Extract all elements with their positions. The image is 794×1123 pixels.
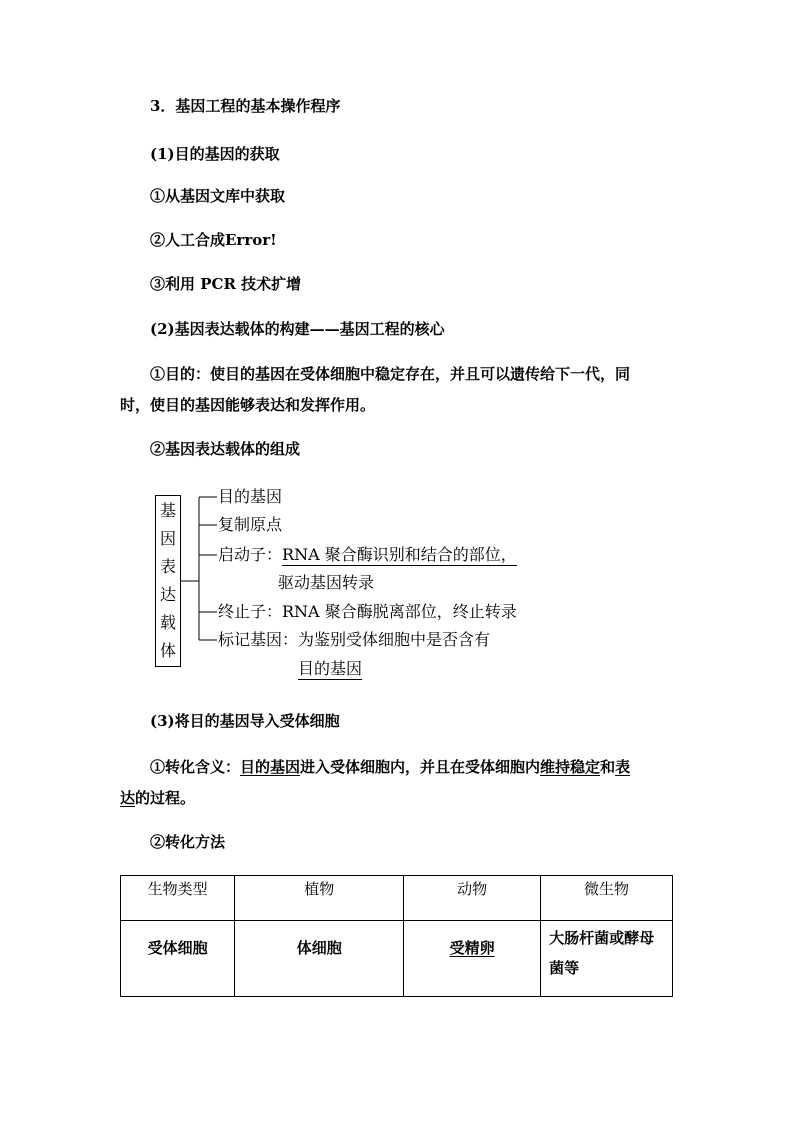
promoter-text: RNA 聚合酶识别和结合的部位， xyxy=(282,545,517,564)
table-header-row xyxy=(121,876,673,921)
box-char: 体 xyxy=(159,641,176,660)
paragraph-line xyxy=(120,788,195,808)
box-char: 载 xyxy=(159,613,176,632)
list-item: ②人工合成Error! xyxy=(150,231,277,249)
box-char: 达 xyxy=(159,585,176,604)
def-middle: 进入受体细胞内，并且在受体细胞内 xyxy=(300,758,541,776)
vector-label-box xyxy=(155,495,181,667)
subsection-title-2: (2)基因表达载体的构建——基因工程的核心 xyxy=(150,320,445,338)
table-header: 动物 xyxy=(404,876,541,921)
def-prefix: ①转化含义： xyxy=(150,758,241,776)
underlined-term: 目的基因 xyxy=(240,758,301,776)
table-cell: 体细胞 xyxy=(235,921,404,997)
paragraph-line: ②基因表达载体的组成 xyxy=(150,440,301,458)
component-origin: 复制原点 xyxy=(218,515,283,534)
section-heading: 3．基因工程的基本操作程序 xyxy=(150,97,341,115)
component-marker-gene: 标记基因：为鉴别受体细胞中是否含有 xyxy=(218,630,491,649)
list-item: ③利用 PCR 技术扩增 xyxy=(150,275,302,293)
underlined-term: 表 xyxy=(615,758,631,776)
paragraph-line: ①目的：使目的基因在受体细胞中稳定存在，并且可以遗传给下一代，同 xyxy=(150,365,631,383)
table-header: 植物 xyxy=(235,876,404,921)
underlined-term: 达 xyxy=(120,789,136,807)
marker-target-gene: 目的基因 xyxy=(298,659,363,678)
underlined-term: 维持稳定 xyxy=(540,758,601,776)
table-row xyxy=(121,921,673,997)
paragraph-line: 时，使目的基因能够表达和发挥作用。 xyxy=(120,396,376,414)
vector-composition-diagram xyxy=(155,485,555,685)
table-cell: 大肠杆菌或酵母菌等 xyxy=(541,921,673,997)
component-terminator: 终止子：RNA 聚合酶脱离部位，终止转录 xyxy=(218,602,517,621)
def-and: 和 xyxy=(600,758,616,776)
marker-text-continued xyxy=(298,659,362,679)
promoter-text-continued: 驱动基因转录 xyxy=(278,573,375,592)
paragraph-line xyxy=(150,757,630,777)
table-header: 微生物 xyxy=(541,876,673,921)
paragraph-line: ②转化方法 xyxy=(150,833,226,851)
subsection-title-3: (3)将目的基因导入受体细胞 xyxy=(150,712,340,730)
component-target-gene: 目的基因 xyxy=(218,487,283,506)
transformation-methods-table xyxy=(120,875,673,997)
list-item: ①从基因文库中获取 xyxy=(150,187,286,205)
box-char: 基 xyxy=(159,501,176,520)
box-char: 表 xyxy=(159,557,176,576)
box-char: 因 xyxy=(159,529,176,548)
component-promoter xyxy=(218,545,517,565)
table-cell: 受精卵 xyxy=(404,921,541,997)
table-header: 生物类型 xyxy=(121,876,235,921)
subsection-title-1: (1)目的基因的获取 xyxy=(150,145,280,163)
def-suffix: 的过程。 xyxy=(135,789,196,807)
table-cell: 受体细胞 xyxy=(121,921,235,997)
promoter-label: 启动子： xyxy=(218,545,283,564)
